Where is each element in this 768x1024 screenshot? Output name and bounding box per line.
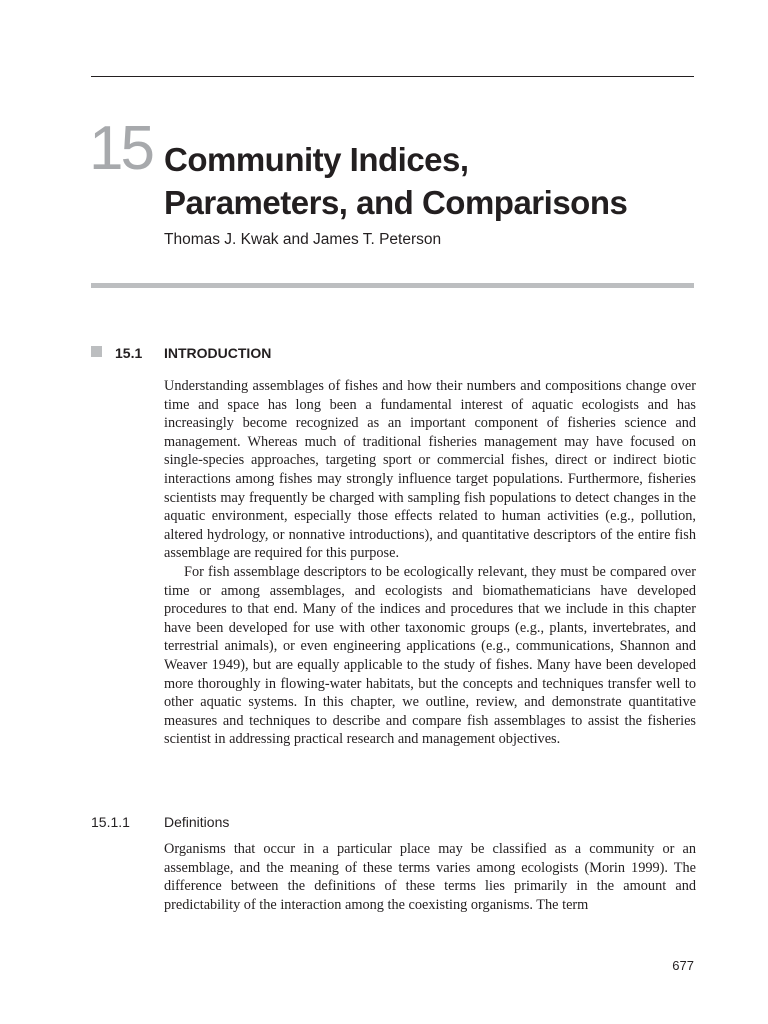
- subsection-heading: Definitions: [164, 814, 230, 830]
- chapter-title: [164, 138, 627, 224]
- section-heading: INTRODUCTION: [164, 345, 272, 361]
- section-number: 15.1: [115, 345, 143, 361]
- chapter-title-line-2: Parameters, and Comparisons: [164, 184, 628, 221]
- header-divider-bar: [91, 283, 694, 288]
- section-marker-square: [91, 346, 102, 357]
- page-number: 677: [672, 958, 694, 973]
- intro-paragraph-2: For fish assemblage descriptors to be ecologically relevant, they must be compared over time or among assemblages, and ecologists and biomathematicians have developed procedures to that end. Many of the indices and procedures that we include in this chapter have been developed for use with other taxonomic groups (e.g., plants, invertebrates, and terrestrial animals), or even engineering applications (e.g., communications, Shannon and Weaver 1949), but are equally applicable to the study of fishes. Many have been developed more thoroughly in flowing-water habitats, but the concepts and techniques transfer well to other aquatic systems. In this chapter, we outline, review, and demonstrate quantitative measures and techniques to describe and compare fish assemblages to assist the fisheries scientist in addressing practical research and management objectives.: [164, 563, 696, 748]
- top-rule: [91, 76, 694, 77]
- intro-paragraph-1: Understanding assemblages of fishes and how their numbers and compositions change over time and space has long been a fundamental interest of aquatic ecologists and has increasingly become recognized as an important component of fisheries science and management. Whereas much of traditional fisheries management may have focused on single-species approaches, targeting sport or commercial fishes, direct or indirect biotic interactions among fishes may strongly influence target populations. Furthermore, fisheries scientists may frequently be charged with sampling fish populations to detect changes in the aquatic environment, especially those effects related to human activities (e.g., pollution, altered hydrology, or nonnative introductions), and quantitative descriptors of the entire fish assemblage are required for this purpose.: [164, 378, 696, 562]
- chapter-number: 15: [89, 114, 152, 183]
- chapter-authors: Thomas J. Kwak and James T. Peterson: [164, 231, 442, 248]
- definitions-paragraph: Organisms that occur in a particular place may be classified as a community or an assemblage, and the meaning of these terms varies among ecologists (Morin 1999). The difference between the definitions of these terms lies primarily in the amount and predictability of the interaction among the coexisting organisms. The term: [164, 841, 696, 913]
- introduction-body: [164, 377, 696, 749]
- chapter-title-line-1: Community Indices,: [164, 141, 469, 178]
- definitions-body: [164, 840, 696, 914]
- subsection-number: 15.1.1: [91, 814, 130, 830]
